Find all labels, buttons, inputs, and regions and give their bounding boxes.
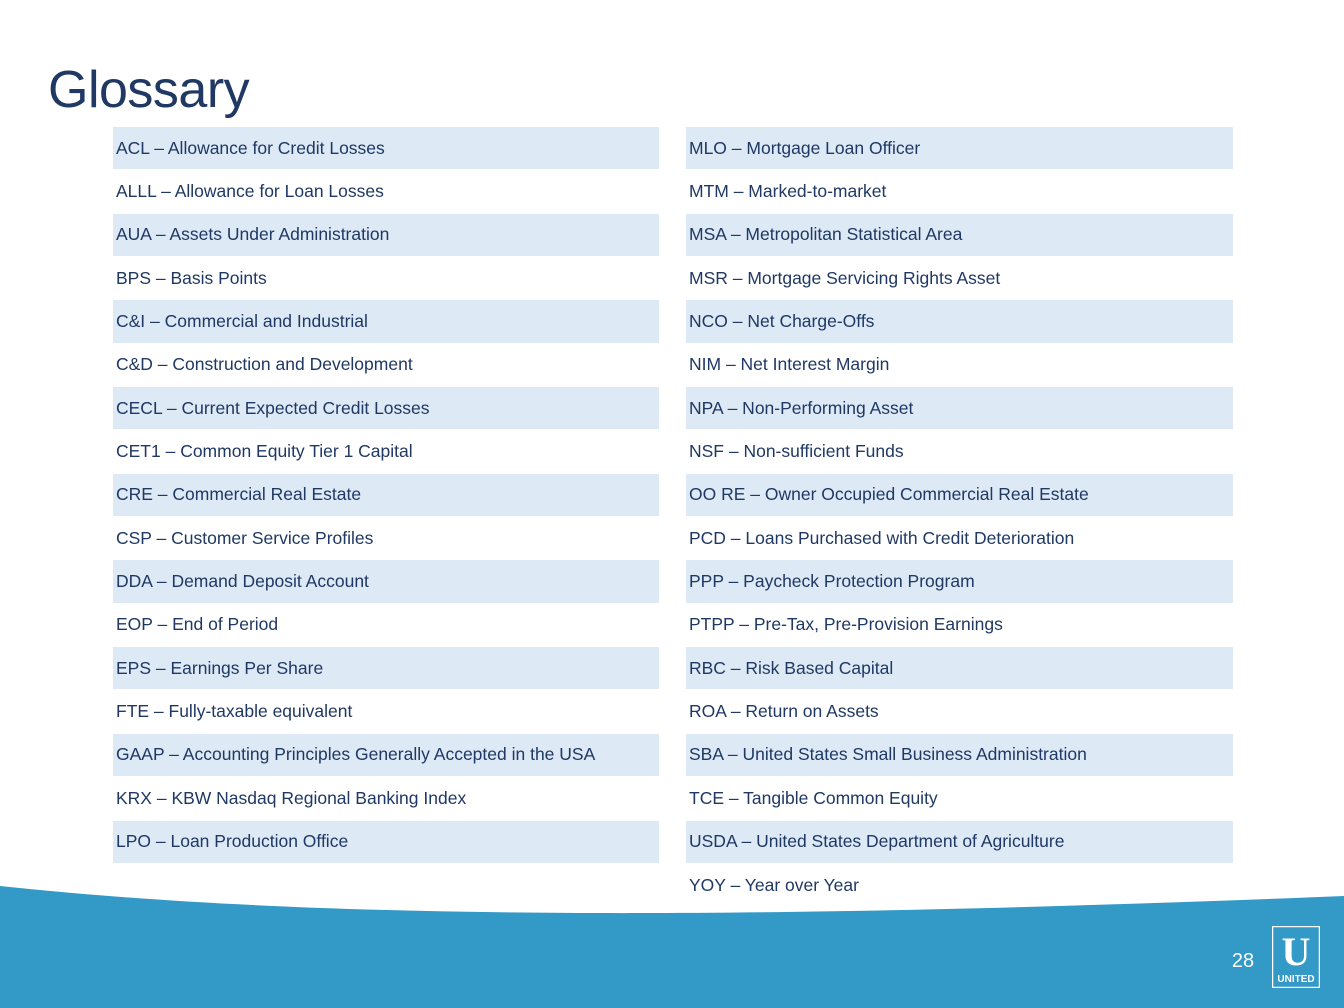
glossary-item: MSA – Metropolitan Statistical Area (686, 214, 1233, 257)
page-number: 28 (1231, 950, 1255, 972)
glossary-item: CECL – Current Expected Credit Losses (113, 387, 659, 430)
glossary-item: ACL – Allowance for Credit Losses (113, 127, 659, 170)
glossary-item: MTM – Marked-to-market (686, 170, 1233, 213)
glossary-item: AUA – Assets Under Administration (113, 214, 659, 257)
glossary-item: GAAP – Accounting Principles Generally Accepted in the USA (113, 734, 659, 777)
logo-letter: U (1281, 929, 1311, 974)
glossary-left-column (113, 127, 659, 864)
glossary-item: ALLL – Allowance for Loan Losses (113, 170, 659, 213)
glossary-item: ROA – Return on Assets (686, 690, 1233, 733)
glossary-item: FTE – Fully-taxable equivalent (113, 690, 659, 733)
glossary-right-column (686, 127, 1233, 907)
glossary-item: PTPP – Pre-Tax, Pre-Provision Earnings (686, 604, 1233, 647)
glossary-item: EPS – Earnings Per Share (113, 647, 659, 690)
glossary-item: PPP – Paycheck Protection Program (686, 560, 1233, 603)
glossary-item: EOP – End of Period (113, 604, 659, 647)
glossary-item: NSF – Non-sufficient Funds (686, 430, 1233, 473)
glossary-item: DDA – Demand Deposit Account (113, 560, 659, 603)
glossary-item: NCO – Net Charge-Offs (686, 300, 1233, 343)
united-bank-logo-icon (1272, 926, 1320, 988)
glossary-item: RBC – Risk Based Capital (686, 647, 1233, 690)
glossary-item: NPA – Non-Performing Asset (686, 387, 1233, 430)
glossary-item: CRE – Commercial Real Estate (113, 474, 659, 517)
glossary-item: PCD – Loans Purchased with Credit Deterioration (686, 517, 1233, 560)
page-title: Glossary (48, 61, 250, 119)
glossary-item: MSR – Mortgage Servicing Rights Asset (686, 257, 1233, 300)
glossary-item: CET1 – Common Equity Tier 1 Capital (113, 430, 659, 473)
glossary-item: LPO – Loan Production Office (113, 821, 659, 864)
footer-wave-band (0, 870, 1344, 1008)
glossary-item: NIM – Net Interest Margin (686, 344, 1233, 387)
glossary-item: C&D – Construction and Development (113, 344, 659, 387)
glossary-item: TCE – Tangible Common Equity (686, 777, 1233, 820)
glossary-item: SBA – United States Small Business Administration (686, 734, 1233, 777)
glossary-item: MLO – Mortgage Loan Officer (686, 127, 1233, 170)
glossary-item: BPS – Basis Points (113, 257, 659, 300)
glossary-item: YOY – Year over Year (686, 864, 1233, 907)
glossary-item: KRX – KBW Nasdaq Regional Banking Index (113, 777, 659, 820)
glossary-item: OO RE – Owner Occupied Commercial Real Estate (686, 474, 1233, 517)
logo-label: UNITED (1277, 974, 1315, 985)
glossary-item: USDA – United States Department of Agriculture (686, 821, 1233, 864)
glossary-item: CSP – Customer Service Profiles (113, 517, 659, 560)
glossary-item: C&I – Commercial and Industrial (113, 300, 659, 343)
